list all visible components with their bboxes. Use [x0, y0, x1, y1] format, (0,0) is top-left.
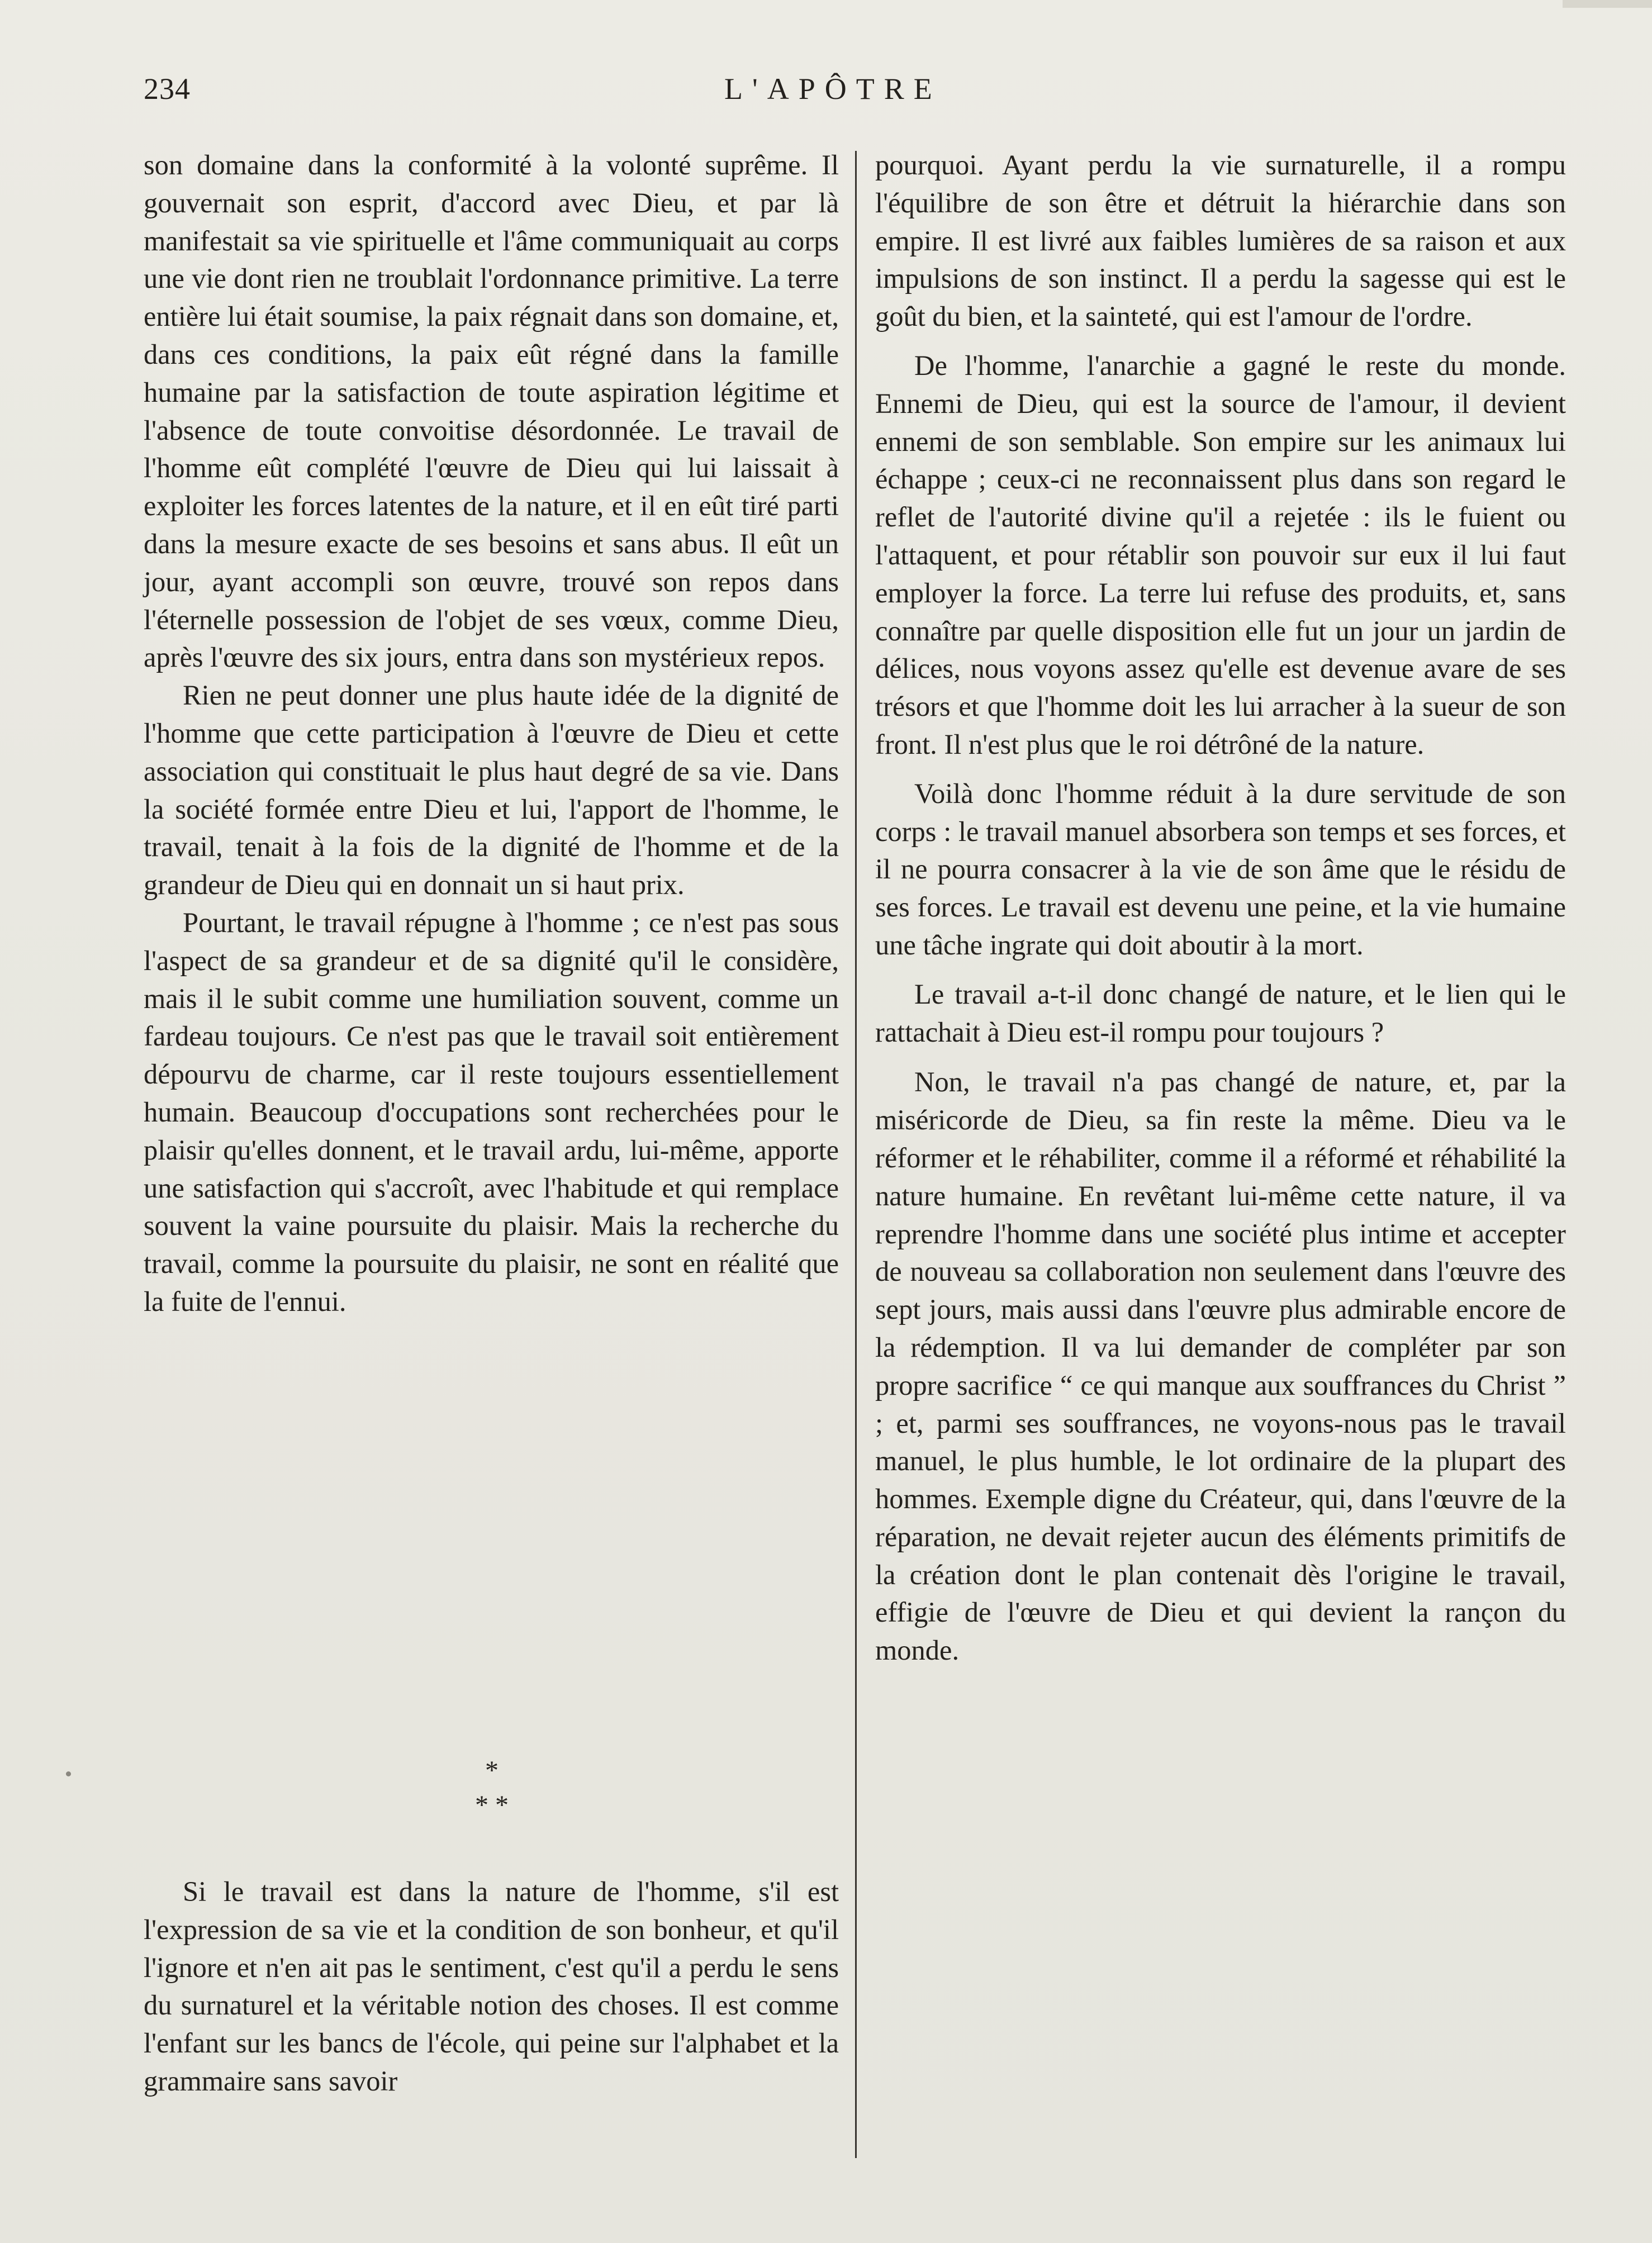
separator-top: *: [485, 1756, 499, 1785]
separator-bottom: * *: [475, 1790, 509, 1820]
paragraph: De l'homme, l'anarchie a gagné le reste du monde. Ennemi de Dieu, qui est la source de l'amour, il devient ennemi de son semblable. Son empire sur les animaux lui échappe ; ceux-ci ne reconnaissent plus dans son regard le reflet de l'autorité divine qu'il a rejetée : ils le fuient ou l'attaquent, et pour rétablir son pouvoir sur eux il lui faut employer la force. La terre lui refuse des produits, et, sans connaître par quelle disposition elle fut un jour un jardin de délices, nous voyons assez qu'elle est devenue avare de ses trésors et que l'homme doit les lui arracher à la sueur de son front. Il n'est plus que le roi détrôné de la nature.: [875, 349, 1566, 760]
left-column: [144, 146, 839, 1321]
left-column-lower: [144, 1873, 839, 2101]
running-title: L'APÔTRE: [724, 72, 942, 106]
paragraph: Voilà donc l'homme réduit à la dure servitude de son corps : le travail manuel absorbera son temps et ses forces, et il ne pourra consacrer à la vie de son âme que le résidu de ses forces. Le travail est devenu une peine, et la vie humaine une tâche ingrate qui doit aboutir à la mort.: [875, 777, 1566, 961]
right-column: [875, 146, 1566, 1670]
paragraph: Le travail a-t-il donc changé de nature, et le lien qui le rattachait à Dieu est-il rompu pour toujours ?: [875, 978, 1566, 1048]
margin-dot: [66, 1771, 71, 1776]
paragraph: Si le travail est dans la nature de l'homme, s'il est l'expression de sa vie et la condition de son bonheur, et qu'il l'ignore et n'en ait pas le sentiment, c'est qu'il a perdu le sens du surnaturel et la véritable notion des choses. Il est comme l'enfant sur les bancs de l'école, qui peine sur l'alphabet et la grammaire sans savoir: [144, 1876, 839, 2097]
page-edge-band: [1563, 0, 1652, 8]
section-separator: [442, 1753, 542, 1823]
column-divider: [855, 151, 857, 2158]
paragraph: pourquoi. Ayant perdu la vie surnaturelle, il a rompu l'équilibre de son être et détruit la hiérarchie dans son empire. Il est livré aux faibles lumières de sa raison et aux impulsions de son instinct. Il a perdu la sagesse qui est le goût du bien, et la sainteté, qui est l'amour de l'ordre.: [875, 149, 1566, 332]
page-number: 234: [144, 72, 191, 106]
paragraph: Rien ne peut donner une plus haute idée de la dignité de l'homme que cette participation à l'œuvre de Dieu et cette association qui constituait le plus haut degré de sa vie. Dans la société formée entre Dieu et lui, l'apport de l'homme, le travail, tenait à la fois de la dignité de l'homme et de la grandeur de Dieu qui en donnait un si haut prix.: [144, 679, 839, 901]
paragraph: Non, le travail n'a pas changé de nature, et, par la miséricorde de Dieu, sa fin reste la même. Dieu va le réformer et le réhabiliter, comme il a réformé et réhabilité la nature humaine. En revêtant lui-même cette nature, il va reprendre l'homme dans une société plus intime et accepter de nouveau sa collaboration non seulement dans l'œuvre des sept jours, mais aussi dans l'œuvre plus admirable encore de la rédemption. Il va lui demander de compléter par son propre sacrifice “ ce qui manque aux souffrances du Christ ” ; et, parmi ses souffrances, ne voyons-nous pas le travail manuel, le plus humble, le lot ordinaire de la plupart des hommes. Exemple digne du Créateur, qui, dans l'œuvre de la réparation, ne devait rejeter aucun des éléments primitifs de la création dont le plan contenait dès l'origine le travail, effigie de l'œuvre de Dieu et qui devient la rançon du monde.: [875, 1066, 1566, 1666]
paragraph: son domaine dans la conformité à la volonté suprême. Il gouvernait son esprit, d'accord avec Dieu, et par là manifestait sa vie spirituelle et l'âme communiquait au corps une vie dont rien ne troublait l'ordonnance primitive. La terre entière lui était soumise, la paix régnait dans son domaine, et, dans ces conditions, la paix eût régné dans la famille humaine par la satisfaction de toute aspiration légitime et l'absence de toute convoitise désordonnée. Le travail de l'homme eût complété l'œuvre de Dieu qui lui laissait à exploiter les forces latentes de la nature, et il en eût tiré parti dans la mesure exacte de ses besoins et sans abus. Il eût un jour, ayant accompli son œuvre, trouvé son repos dans l'éternelle possession de l'objet de ses vœux, comme Dieu, après l'œuvre des six jours, entra dans son mystérieux repos.: [144, 149, 839, 673]
paragraph: Pourtant, le travail répugne à l'homme ; ce n'est pas sous l'aspect de sa grandeur et de sa dignité qu'il le considère, mais il le subit comme une humiliation souvent, comme un fardeau toujours. Ce n'est pas que le travail soit entièrement dépourvu de charme, car il reste toujours essentiellement humain. Beaucoup d'occupations sont recherchées pour le plaisir qu'elles donnent, et le travail ardu, lui-même, apporte une satisfaction qui s'accroît, avec l'habitude et qui remplace souvent la vaine poursuite du plaisir. Mais la recherche du travail, comme la poursuite du plaisir, ne sont en réalité que la fuite de l'ennui.: [144, 906, 839, 1317]
